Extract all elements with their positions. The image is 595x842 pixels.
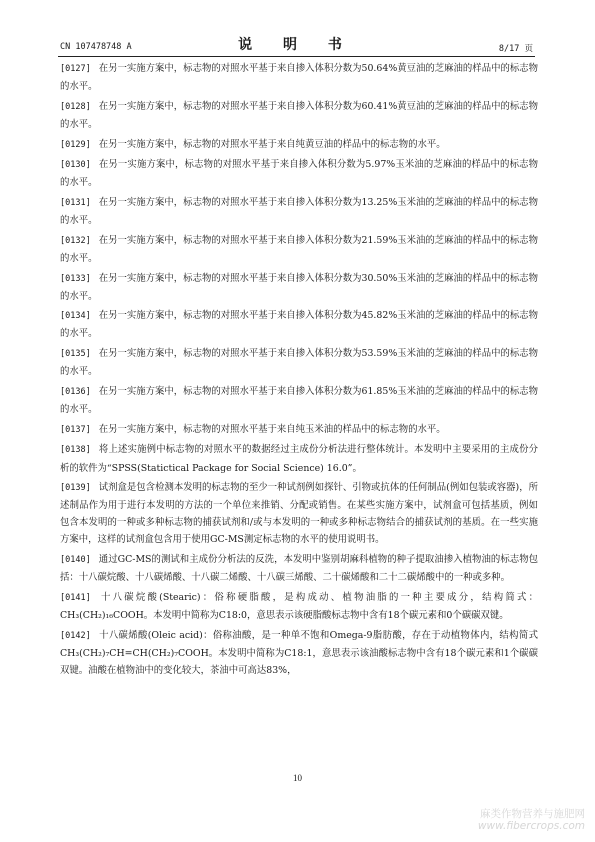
paragraph-text: 在另一实施方案中，标志物的对照水平基于来自掺入体积分数为61.85%玉米油的芝麻油的样品中的标志物的水平。 xyxy=(60,385,538,416)
paragraph-number: [0140] xyxy=(60,555,91,566)
paragraph xyxy=(60,98,538,133)
paragraph-number: [0138] xyxy=(60,445,91,456)
paragraph-number: [0133] xyxy=(60,273,91,284)
paragraph xyxy=(60,627,538,679)
paragraph-text: 在另一实施方案中，标志物的对照水平基于来自掺入体积分数为45.82%玉米油的芝麻油的样品中的标志物的水平。 xyxy=(60,310,538,340)
paragraph-number: [0129] xyxy=(60,139,91,150)
paragraph-number: [0135] xyxy=(60,349,91,360)
paragraph xyxy=(60,194,538,229)
page-header xyxy=(60,34,533,56)
paragraph-number: [0139] xyxy=(60,483,91,494)
paragraph xyxy=(60,156,538,191)
paragraph-number: [0130] xyxy=(60,160,91,171)
paragraph-number: [0141] xyxy=(60,592,91,603)
paragraph xyxy=(60,136,538,154)
paragraph-text: 试剂盒是包含检测本发明的标志物的至少一种试剂例如探针、引物或抗体的任何制品(例如包装或容器)，所述制品作为用于进行本发明的方法的一个单位来推销、分配或销售。在某些实施方案中，试剂盒可包括基质，例如包含本发明的一种或多种标志物的捕获试剂和/或与本发明的一种或多种标志物结合的捕获试剂的基质。在一些实施方案中，这样的试剂盒包含用于使用GC-MS测定标志物的水平的使用说明书。 xyxy=(60,482,538,546)
paragraph xyxy=(60,345,538,380)
paragraph-number: [0132] xyxy=(60,235,91,246)
paragraph xyxy=(60,307,538,342)
paragraph-text: 在另一实施方案中，标志物的对照水平基于来自掺入体积分数为50.64%黄豆油的芝麻油的样品中的标志物的水平。 xyxy=(60,63,538,93)
paragraph xyxy=(60,441,538,476)
page-number: 10 xyxy=(293,773,302,783)
paragraph xyxy=(60,60,538,95)
paragraph-text: 在另一实施方案中，标志物的对照水平基于来自掺入体积分数为5.97%玉米油的芝麻油的样品中的标志物的水平。 xyxy=(60,159,538,189)
patent-number: CN 107478748 A xyxy=(60,42,132,52)
page-counter: 8/17 页 xyxy=(498,44,533,54)
watermark-title: 麻类作物营养与施肥网 xyxy=(480,808,585,820)
paragraph xyxy=(60,551,538,586)
paragraph-number: [0128] xyxy=(60,101,91,112)
paragraph-number: [0127] xyxy=(60,64,91,74)
paragraph xyxy=(60,589,538,624)
paragraph-text: 十八碳烯酸(Oleic acid)：俗称油酸，是一种单不饱和Omega-9脂肪酸，存在于动植物体内，结构简式CH₃(CH₂)₇CH=CH(CH₂)₇COOH。本发明中简称为C18:1，意思表示该油酸标志物中含有18个碳元素和1个碳碳双键。油酸在植物油中的变化较大，茶油中可高达83%， xyxy=(60,629,538,676)
paragraph xyxy=(60,479,538,548)
paragraph-text: 将上述实施例中标志物的对照水平的数据经过主成份分析法进行整体统计。本发明中主要采用的主成份分析的软件为“SPSS(Statictical Package for Social Science) 16.0”。 xyxy=(60,444,538,474)
paragraph xyxy=(60,232,538,267)
paragraph xyxy=(60,421,538,439)
paragraph-text: 在另一实施方案中，标志物的对照水平基于来自掺入体积分数为60.41%黄豆油的芝麻油的样品中的标志物的水平。 xyxy=(60,100,538,130)
paragraph-text: 在另一实施方案中，标志物的对照水平基于来自掺入体积分数为30.50%玉米油的芝麻油的样品中的标志物的水平。 xyxy=(60,272,538,302)
paragraph xyxy=(60,270,538,305)
paragraph-number: [0137] xyxy=(60,424,91,435)
paragraph-text: 在另一实施方案中，标志物的对照水平基于来自掺入体积分数为53.59%玉米油的芝麻油的样品中的标志物的水平。 xyxy=(60,348,538,378)
document-body xyxy=(60,60,538,682)
paragraph-text: 在另一实施方案中，标志物的对照水平基于来自纯黄豆油的样品中的标志物的水平。 xyxy=(98,138,446,150)
paragraph xyxy=(60,383,538,418)
paragraph-number: [0131] xyxy=(60,198,91,209)
paragraph-number: [0136] xyxy=(60,386,91,397)
paragraph-number: [0134] xyxy=(60,311,91,322)
paragraph-text: 在另一实施方案中，标志物的对照水平基于来自纯玉米油的样品中的标志物的水平。 xyxy=(98,423,446,435)
paragraph-text: 十八碳烷酸(Stearic)：俗称硬脂酸，是构成动、植物油脂的一种主要成分，结构简式：CH₃(CH₂)₁₆COOH。本发明中简称为C18:0，意思表示该硬脂酸标志物中含有18个碳元素和0个碳碳双键。 xyxy=(60,591,538,622)
paragraph-text: 在另一实施方案中，标志物的对照水平基于来自掺入体积分数为13.25%玉米油的芝麻油的样品中的标志物的水平。 xyxy=(60,197,538,227)
header-rule xyxy=(58,56,535,57)
watermark xyxy=(478,808,585,832)
paragraph-number: [0142] xyxy=(60,630,91,641)
paragraph-text: 在另一实施方案中，标志物的对照水平基于来自掺入体积分数为21.59%玉米油的芝麻油的样品中的标志物的水平。 xyxy=(60,234,538,264)
paragraph-text: 通过GC-MS的测试和主成份分析法的反洗，本发明中鉴别胡麻科植物的种子提取油掺入植物油的标志物包括：十八碳烷酸、十八碳烯酸、十八碳二烯酸、十八碳三烯酸、二十碳烯酸和二十二碳烯酸中的一种或多种。 xyxy=(60,554,538,584)
document-title: 说 明 书 xyxy=(238,37,355,53)
watermark-url: www.fibercrops.com xyxy=(477,820,585,832)
